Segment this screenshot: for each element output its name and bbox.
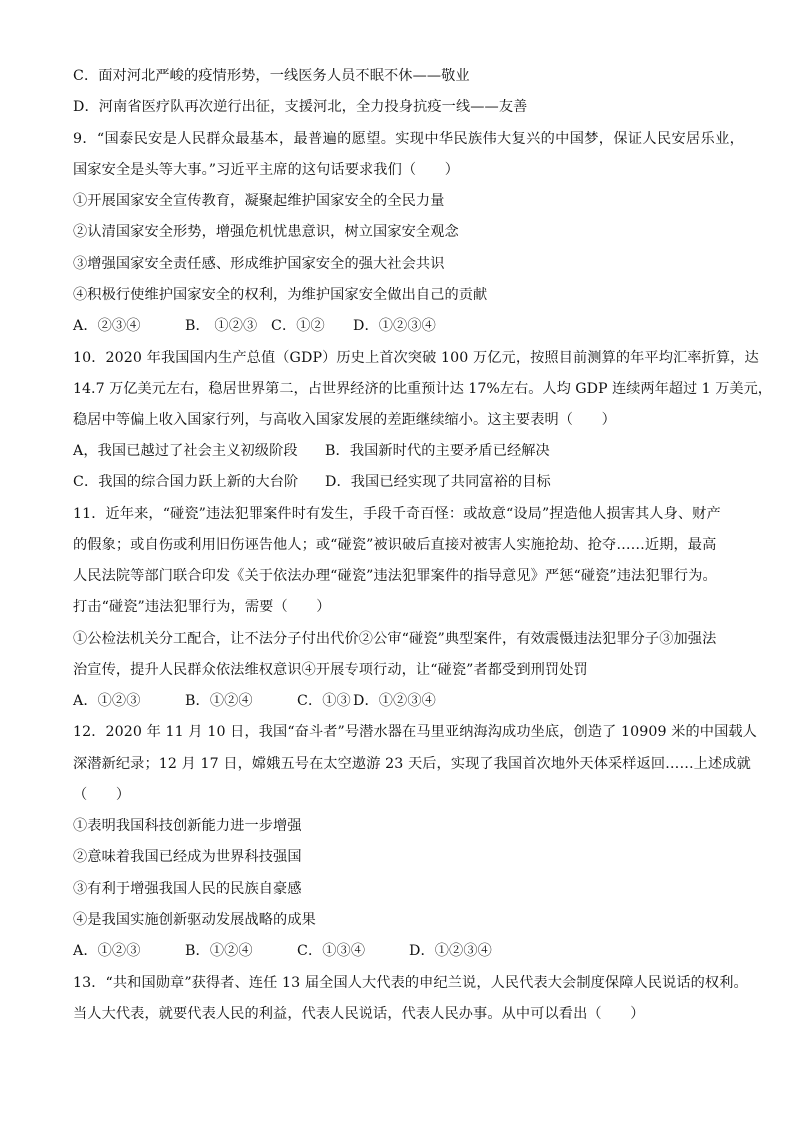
q9-options (73, 316, 436, 336)
q12-stem-line-1: 12．2020 年 11 月 10 日，我国“奋斗者”号潜水器在马里亚纳海沟成功坐底，创造了 10909 米的中国载人 (73, 724, 757, 740)
q11-options (73, 691, 436, 711)
q11-items-line-2: 治宣传，提升人民群众依法维权意识④开展专项行动，让“碰瓷”者都受到刑罚处罚 (73, 662, 588, 678)
q9-option-b: B． ①②③ (185, 318, 258, 334)
q11-option-c: C．①③ (297, 693, 351, 709)
q9-item-2: ②认清国家安全形势，增强危机忧患意识，树立国家安全观念 (73, 224, 459, 240)
q12-option-b: B．①②④ (185, 943, 253, 959)
q11-option-d: D．①②③④ (353, 693, 436, 709)
q8-option-d: D．河南省医疗队再次逆行出征，支援河北，全力投身抗疫一线——友善 (73, 99, 528, 115)
q9-option-a: A．②③④ (73, 318, 141, 334)
q9-option-d: D．①②③④ (353, 318, 436, 334)
q10-options-ab (73, 441, 550, 461)
q9-item-4: ④积极行使维护国家安全的权利，为维护国家安全做出自己的贡献 (73, 287, 488, 303)
q9-option-c: C．①② (271, 318, 325, 334)
q10-stem-line-1: 10．2020 年我国国内生产总值（GDP）历史上首次突破 100 万亿元，按照目前测算的年平均汇率折算，达 (73, 350, 759, 366)
q11-stem-line-3: 人民法院等部门联合印发《关于依法办理“碰瓷”违法犯罪案件的指导意见》严惩“碰瓷”违法犯罪行为。 (73, 568, 717, 584)
q8-option-c: C．面对河北严峻的疫情形势，一线医务人员不眠不休——敬业 (73, 68, 470, 84)
q12-option-c: C．①③④ (297, 943, 366, 959)
q10-options-cd (73, 472, 551, 492)
q12-stem-line-3: （ ） (73, 787, 131, 803)
q11-option-a: A．①②③ (73, 693, 141, 709)
q10-option-a: A，我国已越过了社会主义初级阶段 (73, 443, 298, 459)
q10-stem-line-2: 14.7 万亿美元左右，稳居世界第二，占世界经济的比重预计达 17%左右。人均 GDP 连续两年超过 1 万美元， (73, 381, 772, 397)
q12-options (73, 941, 492, 961)
q12-stem-line-2: 深潜新纪录；12 月 17 日，嫦娥五号在太空遨游 23 天后，实现了我国首次地外天体采样返回……上述成就 (73, 756, 751, 772)
q11-stem-line-1: 11．近年来，“碰瓷”违法犯罪案件时有发生，手段千奇百怪：或故意“设局”捏造他人损害其人身、财产 (73, 506, 721, 522)
q9-item-3: ③增强国家安全责任感、形成维护国家安全的强大社会共识 (73, 256, 445, 272)
q11-option-b: B．①②④ (185, 693, 253, 709)
q12-option-d: D．①②③④ (409, 943, 492, 959)
q9-stem-line-2: 国家安全是头等大事。”习近平主席的这句话要求我们（ ） (73, 162, 460, 178)
q10-option-d: D．我国已经实现了共同富裕的目标 (325, 474, 551, 490)
q12-item-2: ②意味着我国已经成为世界科技强国 (73, 849, 302, 865)
q13-stem-line-2: 当人大代表，就要代表人民的利益，代表人民说话，代表人民办事。从中可以看出（ ） (73, 1006, 645, 1022)
q12-item-1: ①表明我国科技创新能力进一步增强 (73, 818, 302, 834)
q12-item-3: ③有利于增强我国人民的民族自豪感 (73, 881, 302, 897)
q9-stem-line-1: 9．“国泰民安是人民群众最基本，最普遍的愿望。实现中华民族伟大复兴的中国梦，保证人民安居乐业， (73, 131, 745, 147)
q10-option-c: C．我国的综合国力跃上新的大台阶 (73, 474, 299, 490)
q11-items-line-1: ①公检法机关分工配合，让不法分子付出代价②公审“碰瓷”典型案件，有效震慑违法犯罪分子③加强法 (73, 631, 717, 647)
q12-item-4: ④是我国实施创新驱动发展战略的成果 (73, 912, 316, 928)
q11-stem-line-4: 打击“碰瓷”违法犯罪行为，需要（ ） (73, 599, 331, 615)
q13-stem-line-1: 13．“共和国勋章”获得者、连任 13 届全国人大代表的申纪兰说，人民代表大会制度保障人民说话的权利。 (73, 975, 748, 991)
q12-option-a: A．①②③ (73, 943, 141, 959)
q10-option-b: B．我国新时代的主要矛盾已经解决 (325, 443, 550, 459)
q10-stem-line-3: 稳居中等偏上收入国家行列，与高收入国家发展的差距继续缩小。这主要表明（ ） (73, 412, 616, 428)
q11-stem-line-2: 的假象；或自伤或利用旧伤诬告他人；或“碰瓷”被识破后直接对被害人实施抢劫、抢夺……近期，最高 (73, 537, 717, 553)
q9-item-1: ①开展国家安全宣传教育，凝聚起维护国家安全的全民力量 (73, 193, 445, 209)
